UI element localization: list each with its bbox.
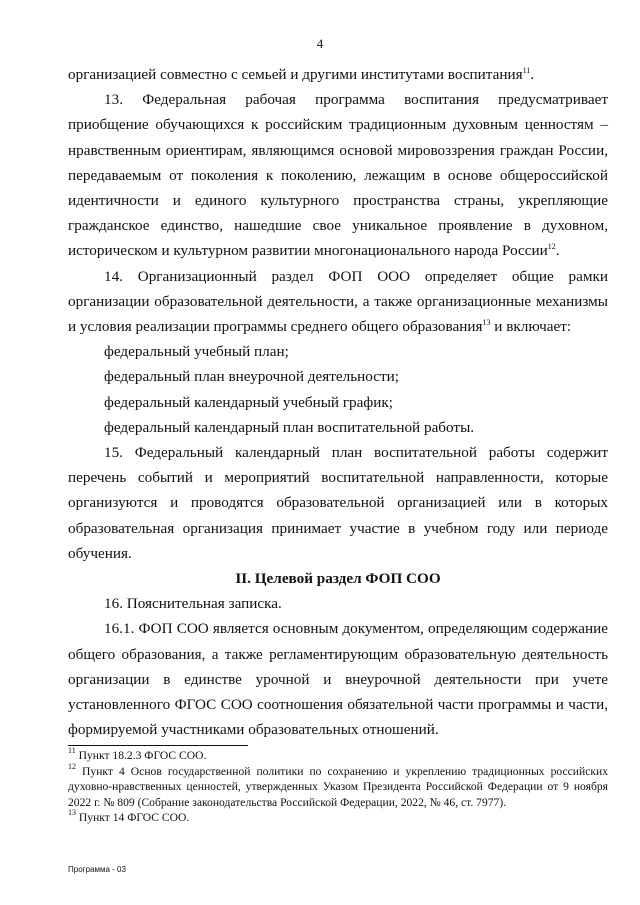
list-item: федеральный план внеурочной деятельности; xyxy=(104,368,399,386)
footnote-ref-12: 12 xyxy=(547,242,556,252)
paragraph-13: 13. Федеральная рабочая программа воспитания предусматривает приобщение обучающихся к российским традиционным духовным ценностям – нравственным ориентирам, являющимся основой мировоззрения граждан России, передаваемым от поколения к поколению, лежащим в основе общероссийской идентичности и единого культурного пространства страны, укрепляющие гражданское единство, нашедшие свое уникальное проявление в духовном, историческом и культурном развитии многонационального народа России$^{12}$. xyxy=(68,91,608,260)
footer-label: Программа - 03 xyxy=(68,865,126,874)
list-item: федеральный учебный план; xyxy=(104,343,289,361)
paragraph-14: 14. Организационный раздел ФОП ООО определяет общие рамки организации образовательной деятельности, а также организационные механизмы и условия реализации программы среднего общего образования$^{13}$ и включает: xyxy=(68,267,608,336)
section-heading: II. Целевой раздел ФОП СОО xyxy=(235,570,441,588)
page-number: 4 xyxy=(316,36,324,51)
paragraph-16-1: 16.1. ФОП СОО является основным документом, определяющим содержание общего образования, а также регламентирующим образовательную деятельность организации в единстве урочной и внеурочной деятельности при учете установленного ФГОС СОО соотношения обязательной части программы и части, формируемой участниками образовательных отношений. xyxy=(68,620,608,739)
footnote-ref-13: 13 xyxy=(482,318,491,328)
footnote-divider xyxy=(68,745,248,746)
footnotes xyxy=(68,748,608,826)
footnote-13: $^{13}$ Пункт 14 ФГОС СОО. xyxy=(68,808,190,824)
footnote-12: $^{12}$ Пункт 4 Основ государственной политики по сохранению и укреплению традиционных российских духовно-нравственных ценностей, утвержденных Указом Президента Российской Федерации от 9 ноября 2022 г. № 809 (Собрание законодательства Российской Федерации, 2022, № 46, ст. 7977). xyxy=(68,761,608,809)
paragraph-16: 16. Пояснительная записка. xyxy=(104,595,282,613)
main-text xyxy=(68,62,608,742)
footnote-11: $^{11}$ Пункт 18.2.3 ФГОС СОО. xyxy=(68,746,207,762)
list-item: федеральный календарный учебный график; xyxy=(104,393,393,411)
paragraph-15: 15. Федеральный календарный план воспитательной работы содержит перечень событий и мероприятий воспитательной направленности, которые организуются и проводятся образовательной организацией или в которых образовательная организация принимает участие в учебном году или периоде обучения. xyxy=(68,444,608,562)
list-item: федеральный календарный план воспитательной работы. xyxy=(104,418,475,436)
paragraph-continuation: организацией совместно с семьей и другими институтами воспитания$^{11}$. xyxy=(68,66,535,83)
footnote-ref-11: 11 xyxy=(522,66,531,75)
